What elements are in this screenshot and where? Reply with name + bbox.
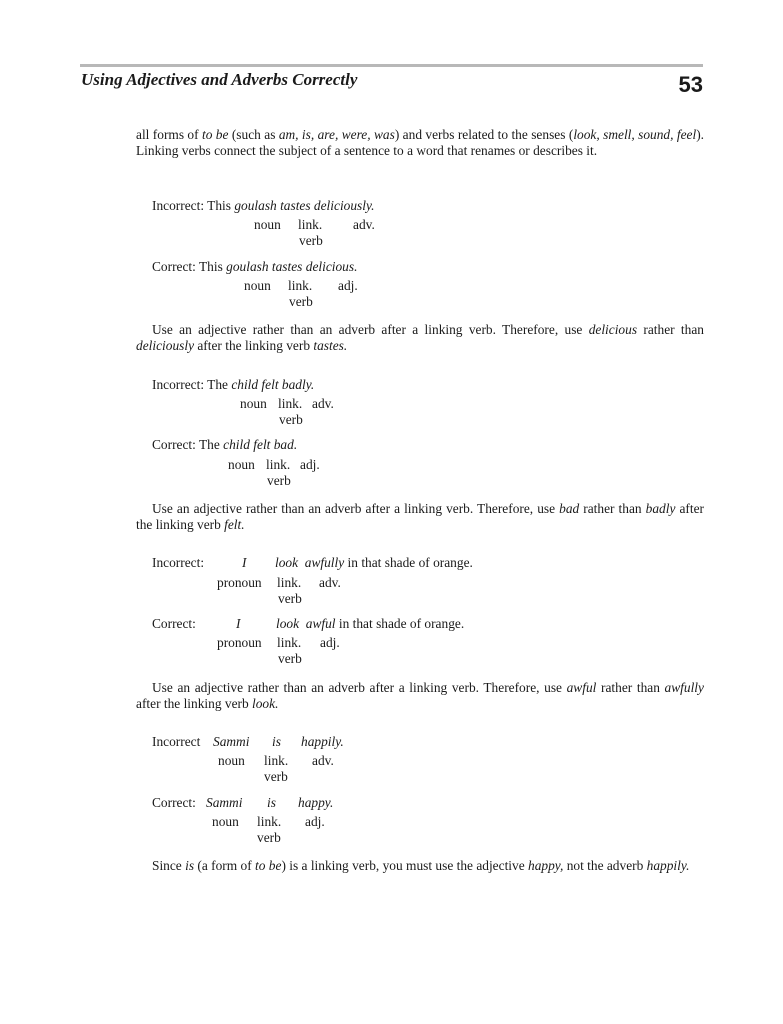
label-link: link. [266,457,291,472]
example-4-incorrect-label: Incorrect [152,734,201,749]
label-verb: verb [257,830,281,845]
label-link: link. [277,635,302,650]
label-noun: noun [244,278,271,293]
example-3-correct-label: Correct: [152,616,196,631]
label-link: link. [277,575,302,590]
label-link: link. [298,217,323,232]
explanation-paragraph: Use an adjective rather than an adverb after a linking verb. Therefore, use delicious rather than deliciously after the linking verb tastes. [136,322,704,353]
header-rule [80,64,703,67]
example-4-modifier: happily. [301,734,344,749]
example-1-incorrect: Incorrect: This goulash tastes deliciously. [152,198,375,213]
label-noun: noun [218,753,245,768]
label-pos: adj. [320,635,340,650]
label-verb: verb [267,473,291,488]
label-noun: noun [228,457,255,472]
explanation-paragraph: Use an adjective rather than an adverb after a linking verb. Therefore, use awful rather than awfully after the linking verb look. [136,680,704,711]
example-4-subject: Sammi [213,734,250,749]
label-verb: verb [264,769,288,784]
example-3-predicate: look awful in that shade of orange. [276,616,465,631]
label-link: link. [257,814,282,829]
label-noun: noun [212,814,239,829]
label-pos: adj. [338,278,358,293]
example-4-modifier: happy. [298,795,334,810]
label-verb: verb [279,412,303,427]
label-pos: adv. [312,753,334,768]
label-pos: adj. [300,457,320,472]
explanation-paragraph: Use an adjective rather than an adverb after a linking verb. Therefore, use bad rather than badly after the linking verb felt. [136,501,704,532]
label-verb: verb [289,294,313,309]
example-4-correct-label: Correct: [152,795,196,810]
label-pos: adv. [319,575,341,590]
label-pronoun: pronoun [217,635,262,650]
example-2-correct: Correct: The child felt bad. [152,437,298,452]
example-3-subject: I [236,616,241,631]
label-verb: verb [278,591,302,606]
example-4-subject: Sammi [206,795,243,810]
label-noun: noun [240,396,267,411]
label-pos: adv. [353,217,375,232]
label-link: link. [278,396,303,411]
example-1-correct: Correct: This goulash tastes delicious. [152,259,358,274]
page-number: 53 [678,72,703,97]
label-link: link. [264,753,289,768]
running-header-title: Using Adjectives and Adverbs Correctly [81,70,358,89]
example-4-verb-word: is [267,795,276,810]
example-2-incorrect: Incorrect: The child felt badly. [152,377,315,392]
label-pos: adv. [312,396,334,411]
label-link: link. [288,278,313,293]
example-3-subject: I [242,555,247,570]
closing-paragraph: Since is (a form of to be) is a linking verb, you must use the adjective happy, not the adverb happily. [152,858,690,873]
example-4-verb-word: is [272,734,281,749]
label-verb: verb [299,233,323,248]
intro-paragraph: all forms of to be (such as am, is, are, were, was) and verbs related to the senses (look, smell, sound, feel). Linking verbs connect the subject of a sentence to a word that renames or describes it. [136,127,705,158]
label-pos: adj. [305,814,325,829]
label-verb: verb [278,651,302,666]
label-pronoun: pronoun [217,575,262,590]
example-3-predicate: look awfully in that shade of orange. [275,555,473,570]
label-noun: noun [254,217,281,232]
example-3-incorrect-label: Incorrect: [152,555,205,570]
